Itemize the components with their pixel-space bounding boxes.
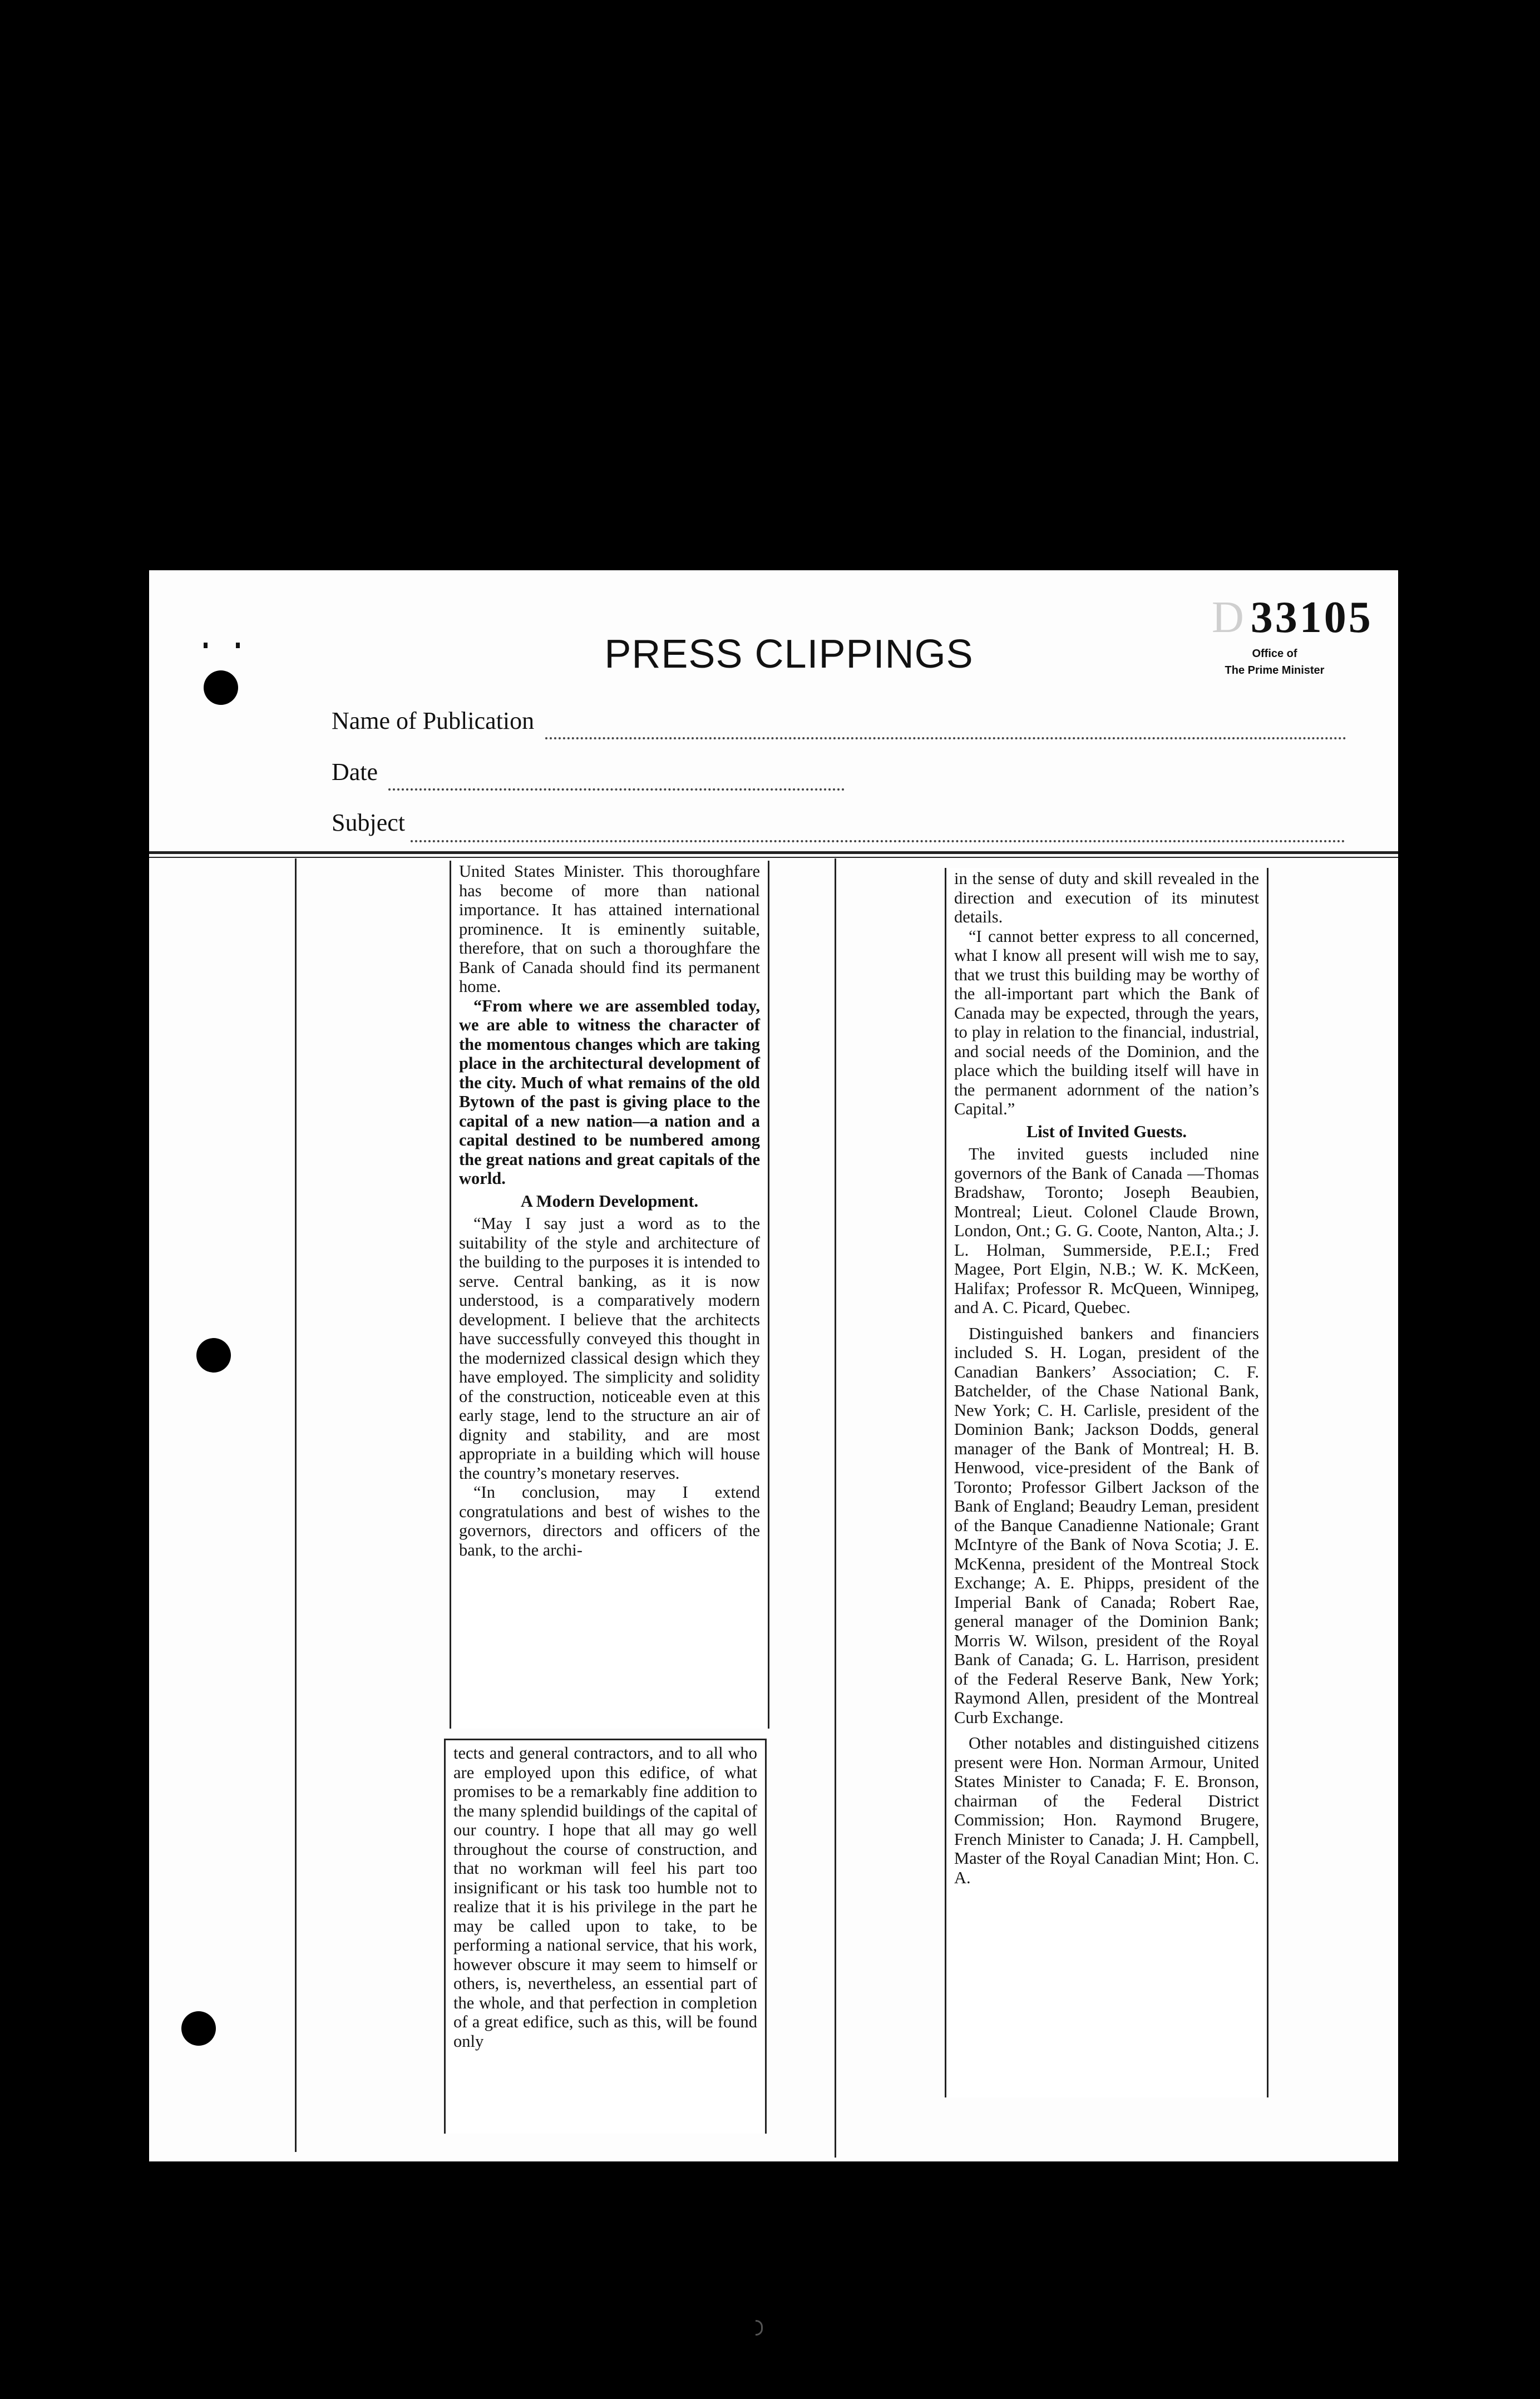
subject-label: Subject bbox=[332, 809, 405, 836]
corner-mark bbox=[236, 643, 240, 648]
office-stamp bbox=[1222, 645, 1327, 679]
office-line-1: Office of bbox=[1252, 648, 1297, 660]
clipping-column-1-bottom bbox=[444, 1739, 767, 2134]
clipping-paragraph: in the sense of duty and skill revealed in the direction and execution of its minutest details. bbox=[954, 869, 1259, 926]
clipping-column-1-top bbox=[450, 861, 769, 1729]
clipping-subheading: List of Invited Guests. bbox=[1026, 1122, 1187, 1141]
punch-hole-bottom bbox=[181, 2011, 216, 2046]
publication-label: Name of Publication bbox=[332, 707, 535, 734]
header-rule-thin bbox=[149, 857, 1398, 858]
document-number-value: 33105 bbox=[1250, 593, 1373, 642]
clipping-paragraph: tects and general contractors, and to all who are employed upon this edifice, of what promises to be a remarkably fine addition to the many splendid buildings of the capital of our country. I hope that all may go well throughout the course of construction, and that no workman will feel his part too insignificant or his task too humble not to realize that it is his privilege in the part he may be called upon to take, to be performing a national service, that his work, however obscure it may seem to himself or others, is, nevertheless, an essential part of the whole, and that perfection in completion of a great edifice, such as this, will be found only bbox=[453, 1744, 757, 2051]
page-title: PRESS CLIPPINGS bbox=[604, 632, 974, 677]
punch-hole-top bbox=[204, 670, 238, 705]
date-line bbox=[388, 788, 845, 791]
clipping-paragraph: United States Minister. This thoroughfare has become of more than national importance. It has attained international prominence. It is eminently suitable, therefore, that on such a thoroughfare the Bank of Canada should find its permanent home. bbox=[459, 862, 760, 996]
film-mark bbox=[756, 2320, 763, 2336]
corner-mark bbox=[204, 643, 208, 648]
column-divider-left bbox=[295, 858, 297, 2152]
header-rule-thick bbox=[149, 851, 1398, 854]
office-line-2: The Prime Minister bbox=[1225, 664, 1325, 677]
clipping-paragraph-bold: “From where we are assembled today, we are able to witness the character of the momentous changes which are taking place in the architectural development of the city. Much of what remains of the old Bytown of the past is giving place to the capital of a new nation—a nation and a capital destined to be numbered among the great nations and great capitals of the world. bbox=[459, 996, 760, 1188]
clipping-subheading: A Modern Development. bbox=[520, 1191, 699, 1211]
clipping-paragraph: “I cannot better express to all concerned, what I know all present will wish me to say, that we trust this building may be worthy of the all-important part which the Bank of Canada may be expected, through the years, to play in relation to the financial, industrial, and social needs of the Dominion, and the place which the building itself will have in the permanent adornment of the nation’s Capital.” bbox=[954, 926, 1259, 1118]
clipping-paragraph: Distinguished bankers and financiers included S. H. Logan, president of the Canadian Bankers’ Association; C. F. Batchelder, of the Chase National Bank, New York; C. H. Carlisle, president of the Dominion Bank; Jackson Dodds, general manager of the Bank of Montreal; H. B. Henwood, vice-president of the Bank of Toronto; Professor Gilbert Jackson of the Bank of England; Beaudry Leman, president of the Banque Canadienne Nationale; Grant McIntyre of the Bank of Nova Scotia; J. E. McKenna, president of the Montreal Stock Exchange; A. E. Phipps, president of the Imperial Bank of Canada; Robert Rae, general manager of the Dominion Bank; Morris W. Wilson, president of the Royal Bank of Canada; G. L. Harrison, president of the Federal Reserve Bank, New York; Raymond Allen, president of the Montreal Curb Exchange. bbox=[954, 1324, 1259, 1727]
clipping-paragraph: “May I say just a word as to the suitability of the style and architecture of the building to the purposes it is intended to serve. Central banking, as it is now understood, is a comparatively modern development. I believe that the architects have successfully conveyed this thought in the modernized classical design which they have employed. The simplicity and solidity of the construction, noticeable even at this early stage, lend to the structure an air of dignity and stability, and are most appropriate in a building which will house the country’s monetary reserves. bbox=[459, 1214, 760, 1483]
document-number-prefix: D bbox=[1212, 593, 1246, 642]
punch-hole-middle bbox=[196, 1338, 231, 1373]
clipping-paragraph: “In conclusion, may I extend congratulations and best of wishes to the governors, directors and officers of the bank, to the archi- bbox=[459, 1483, 760, 1559]
publication-line bbox=[545, 737, 1346, 739]
clipping-column-2 bbox=[945, 868, 1268, 2097]
press-clipping-sheet bbox=[149, 570, 1398, 2161]
clipping-paragraph: The invited guests included nine governors of the Bank of Canada —Thomas Bradshaw, Toronto; Joseph Beaubien, Montreal; Lieut. Colonel Claude Brown, London, Ont.; G. G. Coote, Nanton, Alta.; J. L. Holman, Summerside, P.E.I.; Fred Magee, Port Elgin, N.B.; W. K. McKeen, Halifax; Professor R. McQueen, Winnipeg, and A. C. Picard, Quebec. bbox=[954, 1144, 1259, 1317]
column-divider-right bbox=[835, 858, 836, 2158]
clipping-paragraph: Other notables and distinguished citizens present were Hon. Norman Armour, United States Minister to Canada; F. E. Bronson, chairman of the Federal District Commission; Hon. Raymond Brugere, French Minister to Canada; J. H. Campbell, Master of the Royal Canadian Mint; Hon. C. A. bbox=[954, 1734, 1259, 1887]
document-number bbox=[1212, 593, 1373, 643]
subject-line bbox=[411, 840, 1345, 842]
date-label: Date bbox=[332, 758, 378, 786]
